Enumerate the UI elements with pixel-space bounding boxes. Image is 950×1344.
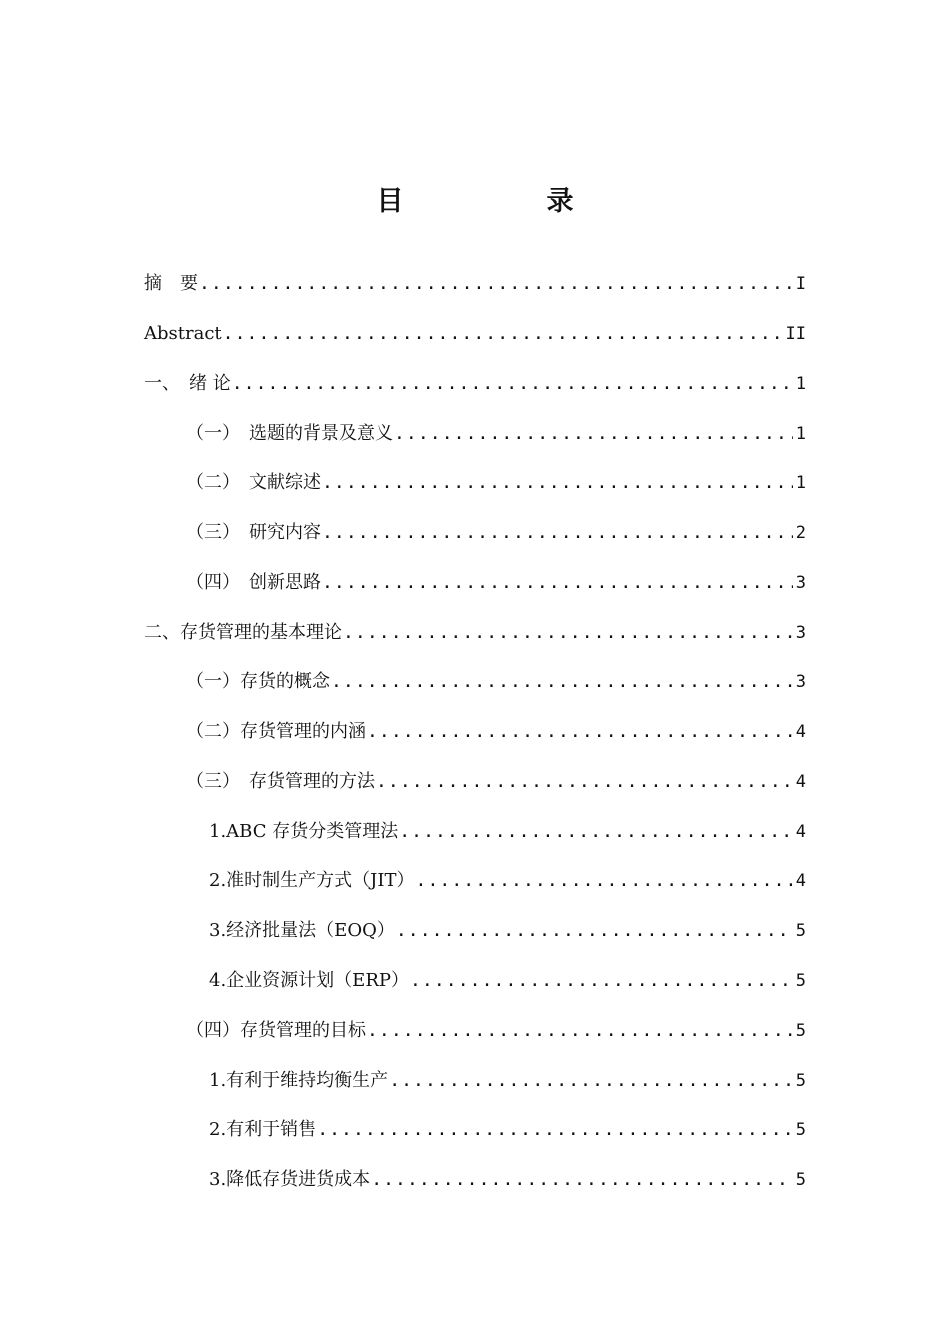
toc-entry-section-1-2[interactable] (0, 455, 950, 495)
toc-entry-section-2-3[interactable] (0, 754, 950, 794)
toc-entry-abstract-cn[interactable] (0, 256, 950, 296)
toc-entry-item-2-3-4[interactable] (0, 953, 950, 993)
toc-entry-page: 4 (795, 822, 806, 842)
dot-leader (416, 869, 793, 893)
toc-entry-page: 5 (795, 971, 806, 991)
toc-entry-page: 5 (795, 1170, 806, 1190)
toc-entry-page: 4 (795, 772, 806, 792)
toc-entry-label: （二） 文献综述 (186, 472, 321, 493)
toc-entry-page: 4 (795, 722, 806, 742)
toc-entry-label: 1.有利于维持均衡生产 (209, 1070, 389, 1091)
toc-entry-page: 3 (795, 672, 806, 692)
toc-entry-page: 5 (795, 1021, 806, 1041)
dot-leader (376, 770, 793, 794)
dot-leader (322, 521, 793, 545)
toc-entry-label: 2.有利于销售 (209, 1119, 317, 1140)
toc-entry-label: （四） 创新思路 (186, 572, 321, 593)
toc-entry-label: 4.企业资源计划（ERP） (209, 970, 409, 991)
toc-entry-page: II (785, 324, 806, 344)
toc-entry-item-2-3-3[interactable] (0, 903, 950, 943)
toc-entry-page: 1 (795, 473, 806, 493)
toc-entry-abstract-en[interactable] (0, 306, 950, 346)
toc-entry-page: I (795, 274, 806, 294)
dot-leader (322, 471, 793, 495)
toc-entry-label: （一）存货的概念 (186, 671, 330, 692)
toc-entry-section-2-2[interactable] (0, 704, 950, 744)
dot-leader (232, 372, 793, 396)
page-title: 目 录 (376, 186, 632, 217)
toc-entry-page: 2 (795, 523, 806, 543)
toc-entry-section-1-3[interactable] (0, 505, 950, 545)
toc-entry-label: 3.经济批量法（EOQ） (209, 920, 395, 941)
toc-entry-label: （一） 选题的背景及意义 (186, 423, 393, 444)
toc-entry-label: 2.准时制生产方式（JIT） (209, 870, 415, 891)
toc-entry-section-2-1[interactable] (0, 654, 950, 694)
toc-entry-page: 3 (795, 623, 806, 643)
toc-entry-page: 5 (795, 921, 806, 941)
toc-entry-label: （二）存货管理的内涵 (186, 721, 366, 742)
toc-entry-chapter-2[interactable] (0, 605, 950, 645)
toc-entry-label: （三） 研究内容 (186, 522, 321, 543)
toc-entry-page: 1 (795, 374, 806, 394)
dot-leader (394, 422, 793, 446)
dot-leader (199, 272, 793, 296)
toc-entry-chapter-1[interactable] (0, 356, 950, 396)
toc-entry-section-2-4[interactable] (0, 1003, 950, 1043)
toc-entry-item-2-4-3[interactable] (0, 1152, 950, 1192)
dot-leader (367, 1019, 793, 1043)
dot-leader (396, 919, 793, 943)
dot-leader (367, 720, 793, 744)
toc-entry-page: 5 (795, 1071, 806, 1091)
toc-entry-label: 二、存货管理的基本理论 (144, 622, 342, 643)
toc-entry-label: 摘 要 (144, 273, 198, 294)
toc-entry-section-1-4[interactable] (0, 555, 950, 595)
toc-entry-label: （四）存货管理的目标 (186, 1020, 366, 1041)
dot-leader (317, 1118, 793, 1142)
toc-entry-item-2-4-2[interactable] (0, 1102, 950, 1142)
toc-entry-item-2-3-2[interactable] (0, 853, 950, 893)
toc-entry-page: 4 (795, 871, 806, 891)
toc-entry-page: 3 (795, 573, 806, 593)
toc-entry-page: 1 (795, 424, 806, 444)
dot-leader (371, 1168, 793, 1192)
dot-leader (399, 820, 793, 844)
toc-entry-label: 1.ABC 存货分类管理法 (209, 821, 399, 842)
toc-entry-section-1-1[interactable] (0, 406, 950, 446)
dot-leader (389, 1069, 793, 1093)
toc-entry-label: 3.降低存货进货成本 (209, 1169, 371, 1190)
toc-entry-label: （三） 存货管理的方法 (186, 771, 375, 792)
dot-leader (223, 322, 783, 346)
toc-entry-label: Abstract (144, 323, 222, 344)
dot-leader (410, 969, 793, 993)
dot-leader (343, 621, 793, 645)
toc-entry-label: 一、 绪 论 (144, 373, 231, 394)
toc-entry-item-2-3-1[interactable] (0, 804, 950, 844)
toc-entry-item-2-4-1[interactable] (0, 1053, 950, 1093)
dot-leader (331, 670, 793, 694)
toc-entry-page: 5 (795, 1120, 806, 1140)
dot-leader (322, 571, 793, 595)
